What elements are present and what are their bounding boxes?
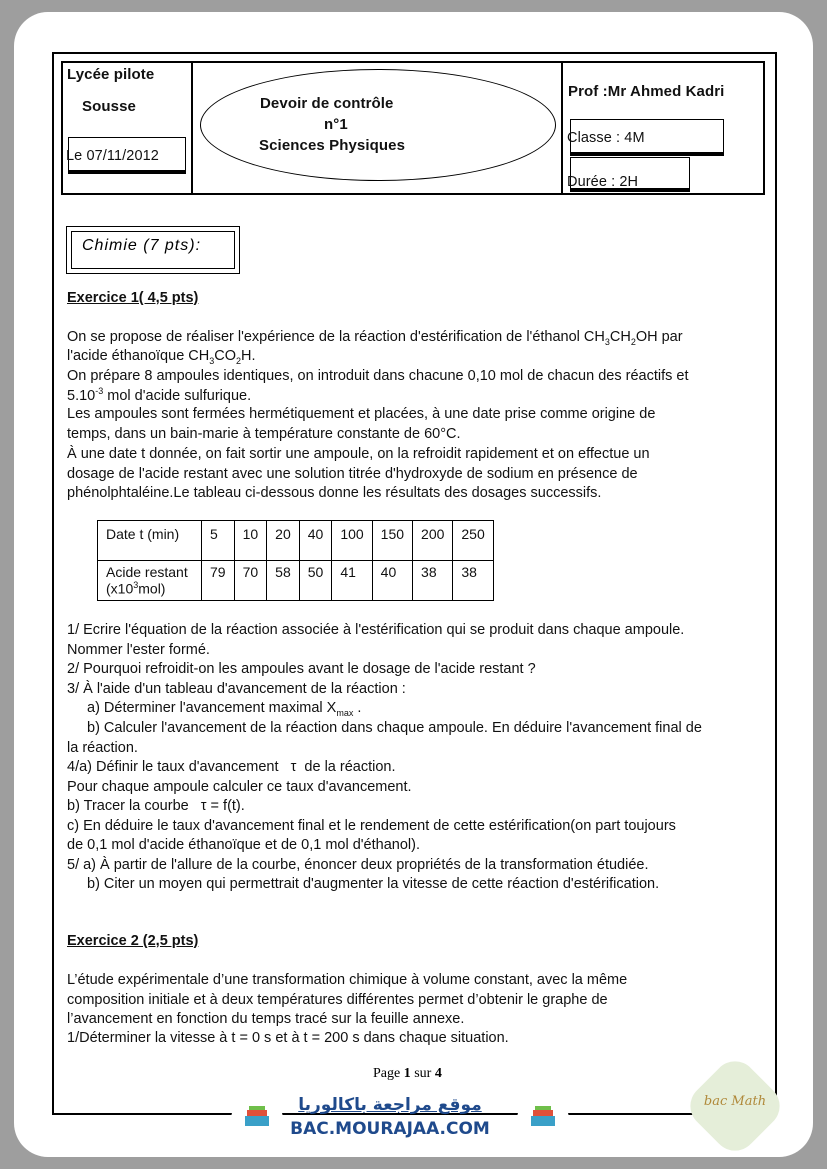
table-row — [98, 561, 494, 601]
table-cell: 79 — [202, 561, 235, 601]
bacmath-logo-text: bac Math — [703, 1094, 767, 1109]
city-name: Sousse — [82, 98, 136, 115]
question-4b: b) Tracer la courbe τ = f(t). — [67, 798, 245, 814]
header-divider-left — [191, 61, 193, 195]
ex1-line-4: $5.10^{-3}$ mol d'acide sulfurique. — [67, 386, 252, 404]
ex1-line-6: temps, dans un bain-marie à température constante de 60°C. — [67, 426, 461, 442]
table-header-acid: Acide restant $(x10^3mol)$ — [98, 561, 202, 601]
duration-label: Durée : 2H — [567, 174, 639, 190]
table-cell: 58 — [267, 561, 300, 601]
site-url: BAC.MOURAJAA.COM — [290, 1119, 490, 1139]
question-4a: 4/a) Définir le taux d'avancement τ de la réaction. — [67, 759, 396, 775]
table-row — [98, 521, 494, 561]
exercise-1-title: Exercice 1( 4,5 pts) — [67, 290, 199, 306]
site-watermark[interactable] — [282, 1095, 498, 1139]
ex1-line-2: l'acide éthanoïque $CH_3CO_2H$. — [67, 348, 256, 366]
question-4c-line-2: de 0,1 mol d'acide éthanoïque et de 0,1 mol d'éthanol). — [67, 837, 420, 853]
header-divider-right — [561, 61, 563, 195]
question-4a-line-2: Pour chaque ampoule calculer ce taux d'avancement. — [67, 779, 412, 795]
ex2-line-2: composition initiale et à deux températures différentes permet d’obtenir le graphe de — [67, 992, 608, 1008]
site-name-arabic: موقع مراجعة باكالوريا — [298, 1095, 482, 1115]
question-3b-line-2: la réaction. — [67, 740, 138, 756]
class-label: Classe : 4M — [567, 130, 645, 146]
book-logo-icon-right — [517, 1094, 569, 1146]
question-1b: Nommer l'ester formé. — [67, 642, 210, 658]
ex2-line-4: 1/Déterminer la vitesse à t = 0 s et à t = 200 s dans chaque situation. — [67, 1030, 509, 1046]
exam-subject: Sciences Physiques — [259, 137, 406, 154]
question-2: 2/ Pourquoi refroidit-on les ampoules avant le dosage de l'acide restant ? — [67, 661, 536, 677]
exam-number: n°1 — [324, 116, 348, 133]
table-header-date: Date t (min) — [98, 521, 202, 561]
section-title: Chimie (7 pts): — [82, 237, 202, 254]
book-logo-icon — [231, 1094, 283, 1146]
table-cell: 5 — [202, 521, 235, 561]
table-cell: 250 — [453, 521, 493, 561]
ex1-line-8: dosage de l'acide restant avec une solution titrée d'hydroxyde de sodium en présence de — [67, 466, 638, 482]
ex1-line-3: On prépare 8 ampoules identiques, on introduit dans chacune 0,10 mol de chacun des réactifs et — [67, 368, 689, 384]
question-3b-line-1: b) Calculer l'avancement de la réaction dans chaque ampoule. En déduire l'avancement final de — [87, 720, 702, 736]
table-cell: 50 — [299, 561, 332, 601]
ex2-line-3: l’avancement en fonction du temps tracé sur la feuille annexe. — [67, 1011, 465, 1027]
page-number: Page 1 sur 4 — [373, 1066, 442, 1081]
title-ellipse — [200, 69, 556, 181]
ex1-line-7: À une date t donnée, on fait sortir une ampoule, on la refroidit rapidement et on effectue un — [67, 446, 650, 462]
table-cell: 41 — [332, 561, 372, 601]
teacher-name: Prof :Mr Ahmed Kadri — [568, 83, 725, 100]
ex1-line-1: On se propose de réaliser l'expérience de la réaction d'estérification de l'éthanol $CH_3CH_2OH$ par — [67, 329, 683, 347]
exam-date: Le 07/11/2012 — [66, 148, 159, 164]
table-cell: 200 — [413, 521, 453, 561]
table-cell: 100 — [332, 521, 372, 561]
question-3: 3/ À l'aide d'un tableau d'avancement de la réaction : — [67, 681, 406, 697]
ex2-line-1: L’étude expérimentale d’une transformation chimique à volume constant, avec la même — [67, 972, 628, 988]
table-cell: 20 — [267, 521, 300, 561]
table-cell: 150 — [372, 521, 412, 561]
school-name: Lycée pilote — [67, 66, 155, 83]
exam-title: Devoir de contrôle — [260, 95, 394, 112]
question-4c-line-1: c) En déduire le taux d'avancement final et le rendement de cette estérification(on part toujours — [67, 818, 676, 834]
exercise-2-title: Exercice 2 (2,5 pts) — [67, 933, 199, 949]
question-5b: b) Citer un moyen qui permettrait d'augmenter la vitesse de cette réaction d'estérification. — [87, 876, 660, 892]
question-1a: 1/ Ecrire l'équation de la réaction associée à l'estérification qui se produit dans chaque ampoule. — [67, 622, 685, 638]
results-table — [97, 520, 494, 601]
table-cell: 10 — [234, 521, 267, 561]
question-5a: 5/ a) À partir de l'allure de la courbe, énoncer deux propriétés de la transformation étudiée. — [67, 857, 649, 873]
question-3a: a) Déterminer l'avancement maximal $X_{max}$ . — [87, 700, 362, 718]
table-cell: 40 — [299, 521, 332, 561]
table-cell: 38 — [453, 561, 493, 601]
table-cell: 70 — [234, 561, 267, 601]
ex1-line-5: Les ampoules sont fermées hermétiquement et placées, à une date prise comme origine de — [67, 406, 656, 422]
table-cell: 40 — [372, 561, 412, 601]
ex1-line-9: phénolphtaléine.Le tableau ci-dessous donne les résultats des dosages successifs. — [67, 485, 602, 501]
table-cell: 38 — [413, 561, 453, 601]
